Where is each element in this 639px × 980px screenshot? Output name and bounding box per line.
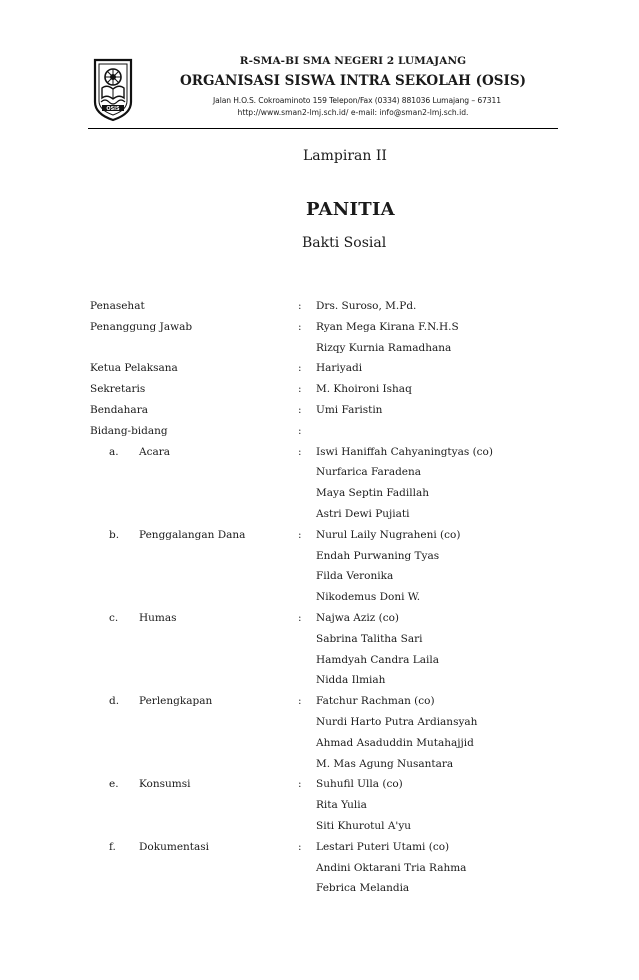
member-name: Endah Purwaning Tyas — [316, 549, 440, 562]
member-name: Astri Dewi Pujiati — [316, 507, 410, 520]
section-label: Konsumsi — [139, 778, 191, 791]
member-name: Fatchur Rachman (co) — [316, 695, 435, 708]
attachment-label: Lampiran II — [303, 148, 387, 164]
section-letter: a. — [109, 445, 119, 458]
member-name: Maya Septin Fadillah — [316, 487, 429, 500]
committee-row — [90, 483, 560, 504]
member-name: Iswi Haniffah Cahyaningtyas (co) — [316, 445, 493, 458]
school-contact: http://www.sman2-lmj.sch.id/ e-mail: info@sman2-lmj.sch.id. — [237, 108, 469, 117]
committee-role: Bendahara — [90, 403, 148, 416]
committee-role: Sekretaris — [90, 383, 146, 396]
logo-text: OSIS — [106, 106, 120, 112]
member-name: Febrica Melandia — [316, 882, 410, 895]
committee-row — [90, 754, 560, 775]
section-letter: c. — [109, 611, 119, 624]
committee-row — [90, 462, 560, 483]
separator-colon: : — [298, 840, 302, 853]
committee-role — [109, 837, 209, 858]
member-name: Rita Yulia — [316, 799, 367, 812]
committee-row — [90, 379, 560, 400]
committee-row — [90, 712, 560, 733]
member-name: Nikodemus Doni W. — [316, 591, 421, 604]
committee-row — [90, 587, 560, 608]
committee-role: Bidang-bidang — [90, 424, 168, 437]
committee-row — [90, 691, 560, 712]
document-subtitle: Bakti Sosial — [302, 235, 387, 251]
member-name: Lestari Puteri Utami (co) — [316, 840, 450, 853]
separator-colon: : — [298, 528, 302, 541]
separator-colon: : — [298, 611, 302, 624]
member-name: Nidda Ilmiah — [316, 674, 386, 687]
member-name: Hamdyah Candra Laila — [316, 653, 439, 666]
member-name: Filda Veronika — [316, 570, 394, 583]
section-label: Acara — [139, 445, 171, 458]
committee-row — [90, 629, 560, 650]
committee-role: Penasehat — [90, 300, 145, 312]
section-letter: e. — [109, 778, 119, 791]
member-name: Drs. Suroso, M.Pd. — [316, 300, 417, 312]
school-emblem-icon — [91, 58, 135, 122]
separator-colon: : — [298, 424, 302, 437]
organization-name: ORGANISASI SISWA INTRA SEKOLAH (OSIS) — [180, 73, 526, 89]
member-name: Umi Faristin — [316, 403, 383, 416]
member-name: Andini Oktarani Tria Rahma — [316, 861, 467, 874]
section-letter: b. — [109, 528, 120, 541]
committee-row — [90, 317, 560, 338]
committee-role — [109, 691, 212, 712]
committee-row — [90, 442, 560, 463]
committee-row — [90, 816, 560, 837]
committee-list — [90, 296, 560, 899]
section-label: Perlengkapan — [139, 695, 213, 708]
letterhead — [88, 50, 558, 129]
committee-row — [90, 504, 560, 525]
committee-row — [90, 795, 560, 816]
section-letter: f. — [109, 840, 116, 853]
committee-role — [109, 442, 170, 463]
committee-row — [90, 421, 560, 442]
section-label: Penggalangan Dana — [139, 528, 246, 541]
committee-row — [90, 358, 560, 379]
separator-colon: : — [298, 320, 302, 333]
document-title: PANITIA — [306, 199, 395, 220]
member-name: Nurul Laily Nugraheni (co) — [316, 528, 461, 541]
committee-row — [90, 566, 560, 587]
committee-row — [90, 546, 560, 567]
committee-role — [109, 774, 191, 795]
separator-colon: : — [298, 383, 302, 396]
school-name: R-SMA-BI SMA NEGERI 2 LUMAJANG — [239, 55, 467, 67]
committee-role: Penanggung Jawab — [90, 320, 193, 333]
separator-colon: : — [298, 778, 302, 791]
committee-row — [90, 608, 560, 629]
member-name: Siti Khurotul A'yu — [316, 819, 412, 832]
committee-row — [90, 733, 560, 754]
member-name: M. Mas Agung Nusantara — [316, 757, 454, 770]
school-address: Jalan H.O.S. Cokroaminoto 159 Telepon/Fax (0334) 881036 Lumajang – 67311 — [213, 96, 501, 105]
committee-row — [90, 400, 560, 421]
committee-row — [90, 878, 560, 899]
separator-colon: : — [298, 695, 302, 708]
separator-colon: : — [298, 403, 302, 416]
committee-row — [90, 774, 560, 795]
member-name: Nurfarica Faradena — [316, 466, 422, 479]
committee-row — [90, 525, 560, 546]
committee-row — [90, 296, 560, 317]
separator-colon: : — [298, 362, 302, 375]
committee-row — [90, 670, 560, 691]
member-name: Rizqy Kurnia Ramadhana — [316, 341, 452, 354]
committee-role — [109, 525, 245, 546]
member-name: Sabrina Talitha Sari — [316, 632, 423, 645]
committee-role — [109, 608, 177, 629]
member-name: M. Khoironi Ishaq — [316, 383, 412, 396]
member-name: Ahmad Asaduddin Mutahajjid — [316, 736, 474, 749]
member-name: Hariyadi — [316, 362, 363, 375]
section-letter: d. — [109, 695, 120, 708]
member-name: Nurdi Harto Putra Ardiansyah — [316, 715, 478, 728]
separator-colon: : — [298, 300, 302, 312]
member-name: Suhufil Ulla (co) — [316, 778, 403, 791]
section-label: Dokumentasi — [139, 840, 210, 853]
separator-colon: : — [298, 445, 302, 458]
committee-role: Ketua Pelaksana — [90, 362, 178, 375]
committee-row — [90, 858, 560, 879]
member-name: Najwa Aziz (co) — [316, 611, 400, 624]
member-name: Ryan Mega Kirana F.N.H.S — [316, 320, 459, 333]
committee-row — [90, 338, 560, 359]
committee-row — [90, 837, 560, 858]
committee-row — [90, 650, 560, 671]
section-label: Humas — [139, 611, 177, 624]
